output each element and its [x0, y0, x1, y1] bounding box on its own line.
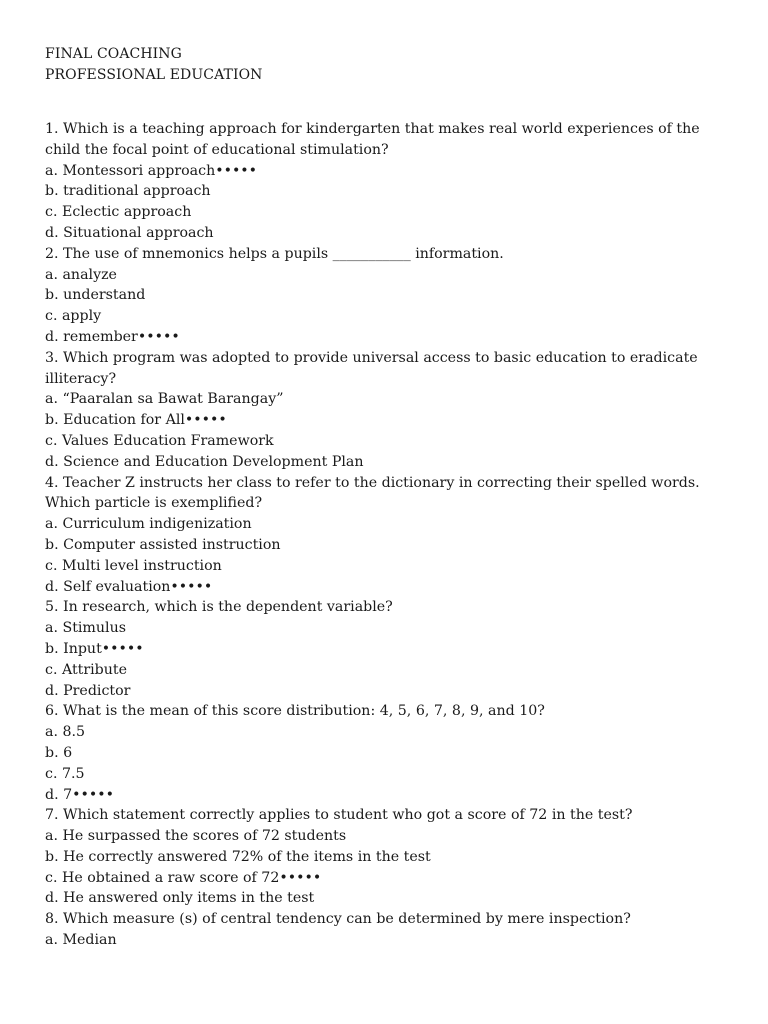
- answer-option: b. Input•••••: [45, 640, 144, 657]
- answer-option: d. Science and Education Development Plan: [45, 453, 364, 470]
- answer-option: a. Montessori approach•••••: [45, 162, 258, 179]
- header-spacer: [45, 86, 725, 119]
- document-page: [45, 44, 725, 951]
- answer-option: b. traditional approach: [45, 183, 211, 200]
- answer-option: b. Computer assisted instruction: [45, 536, 281, 553]
- answer-option: d. remember•••••: [45, 328, 180, 345]
- answer-option: b. 6: [45, 744, 73, 761]
- answer-option: c. 7.5: [45, 765, 85, 782]
- document-title: FINAL COACHING: [45, 46, 182, 62]
- answer-option: a. Stimulus: [45, 620, 126, 637]
- question-text: 5. In research, which is the dependent variable?: [45, 599, 393, 616]
- question-text: 6. What is the mean of this score distribution: 4, 5, 6, 7, 8, 9, and 10?: [45, 703, 545, 720]
- answer-option: a. 8.5: [45, 724, 86, 741]
- question-item: [45, 348, 725, 473]
- question-item: [45, 805, 725, 909]
- answer-option: d. Self evaluation•••••: [45, 578, 213, 595]
- question-item: [45, 701, 725, 805]
- question-item: [45, 119, 725, 244]
- answer-option: c. Multi level instruction: [45, 557, 222, 574]
- answer-option: d. 7•••••: [45, 786, 114, 803]
- answer-option: b. understand: [45, 287, 146, 304]
- answer-option: b. He correctly answered 72% of the items in the test: [45, 848, 431, 865]
- answer-option: a. “Paaralan sa Bawat Barangay”: [45, 391, 284, 408]
- question-text: 2. The use of mnemonics helps a pupils ___________ information.: [45, 245, 504, 262]
- question-item: [45, 244, 725, 348]
- question-item: [45, 473, 725, 598]
- answer-option: d. Situational approach: [45, 224, 214, 241]
- answer-option: a. He surpassed the scores of 72 students: [45, 828, 347, 845]
- answer-option: a. Curriculum indigenization: [45, 516, 252, 533]
- answer-option: d. Predictor: [45, 682, 131, 699]
- question-text: 3. Which program was adopted to provide universal access to basic education to eradicate illiteracy?: [45, 349, 698, 387]
- question-text: 8. Which measure (s) of central tendency can be determined by mere inspection?: [45, 911, 631, 928]
- question-text: 4. Teacher Z instructs her class to refer to the dictionary in correcting their spelled words. Which particle is exemplified?: [45, 474, 700, 512]
- answer-option: c. Values Education Framework: [45, 432, 274, 449]
- answer-option: c. Attribute: [45, 661, 128, 678]
- document-subtitle: PROFESSIONAL EDUCATION: [45, 67, 263, 83]
- answer-option: c. Eclectic approach: [45, 204, 192, 221]
- answer-option: c. apply: [45, 308, 102, 325]
- question-list: [45, 119, 725, 951]
- answer-option: c. He obtained a raw score of 72•••••: [45, 869, 322, 886]
- question-text: 7. Which statement correctly applies to student who got a score of 72 in the test?: [45, 807, 633, 824]
- answer-option: a. analyze: [45, 266, 117, 283]
- answer-option: d. He answered only items in the test: [45, 890, 315, 907]
- answer-option: b. Education for All•••••: [45, 412, 227, 429]
- answer-option: a. Median: [45, 932, 117, 949]
- question-text: 1. Which is a teaching approach for kindergarten that makes real world experiences of the child the focal point of educational stimulation?: [45, 121, 700, 158]
- question-item: [45, 909, 725, 951]
- question-item: [45, 597, 725, 701]
